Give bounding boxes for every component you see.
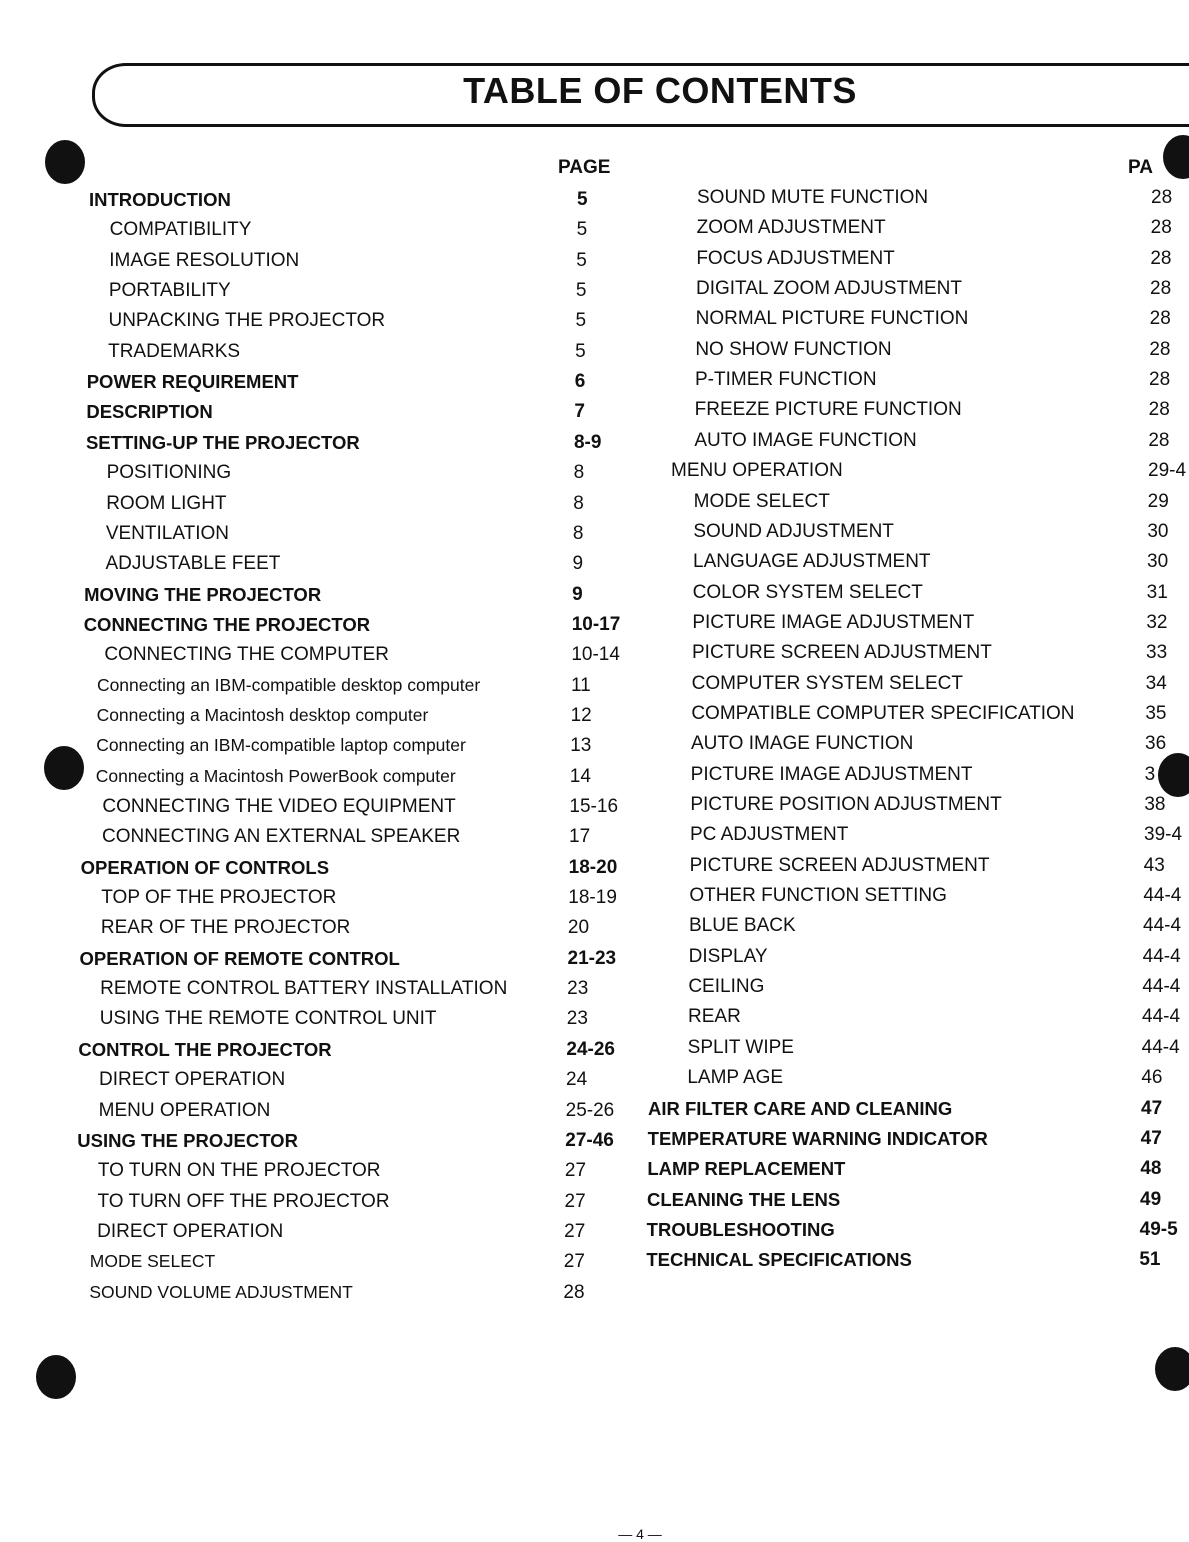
toc-entry-page: 20 [567, 917, 590, 939]
toc-entry-page: 8-9 [573, 431, 602, 453]
toc-entry-title: FOCUS ADJUSTMENT [696, 247, 895, 269]
toc-entry-page: 44-4 [1142, 945, 1181, 967]
toc-entry [0, 1037, 1189, 1067]
toc-entry-page: 7 [574, 401, 585, 423]
toc-entry-page: 21-23 [567, 947, 617, 969]
toc-entry-title: CONNECTING THE PROJECTOR [83, 613, 371, 635]
toc-entry-title: VENTILATION [105, 522, 229, 544]
toc-entry [0, 1067, 1189, 1097]
toc-entry-page: 5 [575, 340, 586, 362]
toc-entry-title: DESCRIPTION [86, 401, 213, 423]
toc-entry-page: 28 [1150, 278, 1172, 300]
toc-entry [0, 1282, 1189, 1312]
toc-entry-page: 47 [1141, 1097, 1163, 1119]
toc-entry-page: 28 [1148, 429, 1170, 451]
toc-entry [0, 915, 1189, 945]
toc-entry [0, 733, 1189, 763]
toc-entry-title: REAR [688, 1006, 741, 1028]
toc-entry-title: TEMPERATURE WARNING INDICATOR [647, 1127, 988, 1149]
toc-entry [0, 1128, 1189, 1158]
toc-entry-page: 31 [1146, 581, 1168, 603]
toc-entry-title: OTHER FUNCTION SETTING [689, 885, 947, 907]
toc-entry-title: NO SHOW FUNCTION [695, 338, 892, 360]
toc-entry [0, 885, 1189, 915]
toc-entry-page: 5 [576, 249, 587, 271]
right-page-header: PA [1128, 157, 1153, 178]
toc-entry-page: 8 [572, 522, 584, 544]
toc-entry-title: USING THE PROJECTOR [77, 1129, 298, 1151]
toc-entry-title: Connecting an IBM-compatible desktop computer [96, 674, 481, 695]
toc-entry-page: 8 [573, 462, 585, 484]
toc-entry-title: INTRODUCTION [89, 189, 231, 210]
toc-entry-title: PICTURE SCREEN ADJUSTMENT [692, 642, 992, 664]
toc-entry-title: COMPATIBLE COMPUTER SPECIFICATION [691, 702, 1075, 724]
toc-entry-title: SOUND MUTE FUNCTION [697, 187, 929, 208]
toc-entry-title: REAR OF THE PROJECTOR [100, 917, 351, 939]
toc-entry-page: 23 [567, 978, 589, 1000]
toc-entry-title: DISPLAY [688, 945, 768, 967]
toc-entry-title: PICTURE IMAGE ADJUSTMENT [692, 611, 975, 633]
punch-hole [45, 140, 85, 184]
toc-entry-page: 48 [1140, 1158, 1162, 1180]
toc-entry-title: REMOTE CONTROL BATTERY INSTALLATION [100, 978, 508, 1000]
toc-entry [0, 1006, 1189, 1036]
toc-entry-title: POWER REQUIREMENT [86, 371, 299, 393]
toc-entry-title: LAMP REPLACEMENT [647, 1158, 846, 1180]
toc-entry-title: LANGUAGE ADJUSTMENT [693, 551, 931, 573]
toc-entry [0, 976, 1189, 1006]
toc-entry-page: 9 [572, 583, 583, 605]
toc-entry-title: SOUND ADJUSTMENT [693, 520, 894, 542]
toc-entry-page: 27 [563, 1251, 585, 1273]
toc-entry-title: OPERATION OF REMOTE CONTROL [79, 947, 400, 969]
toc-entry [0, 521, 1189, 551]
toc-entry [0, 187, 1189, 217]
toc-entry-page: 29 [1147, 490, 1169, 512]
toc-entry-page: 30 [1147, 520, 1169, 542]
toc-entry-title: DIGITAL ZOOM ADJUSTMENT [696, 278, 963, 300]
toc-entry-page: 11 [570, 674, 591, 696]
toc-entry-page: 5 [575, 280, 587, 302]
toc-entry-page: 36 [1145, 733, 1167, 755]
toc-entry [0, 430, 1189, 460]
toc-entry-page: 3 [1144, 763, 1156, 785]
toc-entry-title: NORMAL PICTURE FUNCTION [695, 308, 969, 330]
toc-entry-title: UNPACKING THE PROJECTOR [108, 310, 386, 332]
toc-entry-title: PICTURE SCREEN ADJUSTMENT [689, 854, 990, 876]
toc-entry-title: MOVING THE PROJECTOR [84, 583, 322, 605]
toc-entry-page: 51 [1139, 1249, 1161, 1271]
toc-entry [0, 308, 1189, 338]
toc-entry-title: MODE SELECT [89, 1251, 216, 1272]
toc-entry-page: 24-26 [566, 1038, 615, 1060]
toc-entry-page: 5 [575, 310, 587, 332]
toc-entry-page: 35 [1145, 702, 1167, 724]
toc-entry-title: COLOR SYSTEM SELECT [692, 581, 923, 603]
toc-entry-title: AUTO IMAGE FUNCTION [694, 429, 917, 451]
toc-entry-page: 8 [573, 492, 584, 514]
toc-entry-title: PICTURE POSITION ADJUSTMENT [690, 794, 1002, 815]
toc-entry-title: CONNECTING THE VIDEO EQUIPMENT [102, 796, 456, 817]
toc-entry-page: 28 [1149, 369, 1171, 391]
toc-entry-title: AUTO IMAGE FUNCTION [691, 733, 914, 755]
toc-entry-page: 18-19 [568, 887, 617, 909]
toc-entry-title: CEILING [688, 976, 765, 998]
toc-entry-page: 28 [1150, 217, 1172, 239]
toc-entry [0, 1189, 1189, 1219]
toc-entry-title: SPLIT WIPE [687, 1036, 794, 1058]
punch-hole [1155, 1347, 1189, 1391]
toc-entry-title: P-TIMER FUNCTION [695, 369, 877, 391]
toc-entry-title: MENU OPERATION [98, 1099, 271, 1121]
toc-entry [0, 551, 1189, 581]
toc-entry-page: 28 [1151, 187, 1173, 208]
toc-entry-page: 15-16 [569, 796, 619, 817]
toc-entry-title: AIR FILTER CARE AND CLEANING [648, 1097, 953, 1119]
toc-entry-title: TROUBLESHOOTING [646, 1218, 835, 1240]
toc-entry-title: MENU OPERATION [671, 460, 843, 482]
toc-entry-page: 30 [1147, 551, 1169, 573]
toc-entry-page: 43 [1143, 854, 1165, 876]
toc-entry [0, 399, 1189, 429]
toc-entry [0, 217, 1189, 247]
toc-entry-page: 5 [576, 219, 588, 241]
toc-entry-page: 24 [566, 1069, 588, 1091]
toc-entry-page: 29-4 [1148, 460, 1187, 482]
toc-entry-title: ROOM LIGHT [106, 492, 227, 514]
toc-entry-page: 27 [564, 1220, 586, 1242]
toc-entry [0, 1219, 1189, 1249]
toc-entry-page: 27-46 [565, 1129, 614, 1151]
toc-entry-page: 14 [569, 765, 591, 787]
toc-entry-title: TO TURN OFF THE PROJECTOR [97, 1190, 390, 1212]
page-title: TABLE OF CONTENTS [463, 70, 857, 111]
toc-entry [0, 582, 1189, 612]
toc-entry-page: 10-17 [571, 613, 621, 635]
toc-entry [0, 339, 1189, 369]
toc-entry-page: 5 [577, 189, 588, 210]
toc-entry-title: CONTROL THE PROJECTOR [78, 1038, 332, 1060]
page-number: — 4 — [618, 1526, 662, 1542]
toc-entry [0, 946, 1189, 976]
toc-entry-page: 10-14 [571, 644, 620, 666]
toc-entry [0, 1249, 1189, 1279]
toc-entry-page: 47 [1140, 1127, 1162, 1149]
toc-entry-title: SOUND VOLUME ADJUSTMENT [89, 1281, 353, 1302]
toc-entry-title: PC ADJUSTMENT [690, 824, 849, 846]
toc-entry-title: ADJUSTABLE FEET [105, 553, 281, 575]
toc-entry-page: 27 [564, 1160, 587, 1182]
toc-entry-title: COMPUTER SYSTEM SELECT [691, 672, 963, 694]
toc-entry-page: 18-20 [568, 856, 618, 878]
toc-entry-page: 49-5 [1139, 1218, 1178, 1240]
toc-entry-title: CONNECTING THE COMPUTER [104, 644, 389, 666]
toc-entry-page: 28 [1149, 308, 1171, 330]
toc-entry [0, 703, 1189, 733]
toc-entry-title: BLUE BACK [689, 915, 796, 937]
toc-entry-title: PICTURE IMAGE ADJUSTMENT [690, 763, 973, 785]
toc-entry-page: 33 [1146, 642, 1168, 664]
toc-entry-page: 44-4 [1143, 915, 1182, 937]
left-page-header: PAGE [558, 157, 611, 178]
toc-entry [0, 855, 1189, 885]
punch-hole [1163, 135, 1189, 179]
toc-entry-title: CONNECTING AN EXTERNAL SPEAKER [102, 826, 461, 848]
toc-entry-page: 28 [1148, 399, 1170, 421]
toc-entry [0, 460, 1189, 490]
toc-entry-page: 34 [1145, 672, 1167, 694]
toc-entry-title: OPERATION OF CONTROLS [80, 856, 330, 878]
toc-entry-title: TECHNICAL SPECIFICATIONS [646, 1249, 912, 1271]
toc-entry [0, 794, 1189, 824]
toc-entry-title: PORTABILITY [108, 280, 231, 302]
toc-entry-title: CLEANING THE LENS [647, 1188, 841, 1210]
toc-entry-title: COMPATIBILITY [109, 219, 252, 241]
toc-entry-page: 6 [574, 371, 586, 393]
toc-entry-title: DIRECT OPERATION [97, 1220, 284, 1242]
toc-entry-title: USING THE REMOTE CONTROL UNIT [99, 1008, 437, 1030]
toc-entry-title: TOP OF THE PROJECTOR [101, 887, 337, 909]
toc-entry-page: 17 [569, 826, 591, 848]
toc-entry [0, 642, 1189, 672]
toc-entry-page: 12 [570, 704, 592, 726]
toc-entry-title: TRADEMARKS [108, 340, 241, 362]
toc-entry-title: MODE SELECT [693, 490, 830, 512]
toc-entry-page: 27 [564, 1190, 586, 1212]
toc-entry [0, 248, 1189, 278]
toc-entry-title: SETTING-UP THE PROJECTOR [85, 431, 360, 453]
toc-entry-page: 38 [1144, 794, 1166, 815]
toc-entry-page: 32 [1146, 611, 1168, 633]
toc-entry-page: 39-4 [1144, 824, 1183, 846]
toc-entry-page: 28 [1150, 247, 1172, 269]
toc-entry-title: Connecting a Macintosh desktop computer [96, 704, 429, 725]
toc-entry-title: ZOOM ADJUSTMENT [696, 217, 886, 239]
toc-entry [0, 612, 1189, 642]
toc-entry-title: Connecting a Macintosh PowerBook computer [95, 765, 456, 786]
toc-entry [0, 491, 1189, 521]
toc-entry-page: 23 [566, 1008, 588, 1030]
toc-entry [0, 369, 1189, 399]
toc-entry-page: 25-26 [565, 1099, 615, 1121]
toc-entry-title: TO TURN ON THE PROJECTOR [97, 1160, 381, 1182]
toc-entry-page: 49 [1140, 1188, 1162, 1210]
toc-entry [0, 764, 1189, 794]
toc-entry [0, 278, 1189, 308]
toc-entry-page: 44-4 [1141, 1036, 1180, 1058]
toc-entry [0, 673, 1189, 703]
toc-entry-page: 13 [570, 735, 592, 757]
toc-entry-title: DIRECT OPERATION [99, 1069, 286, 1091]
toc-entry-title: POSITIONING [106, 462, 232, 484]
punch-hole [36, 1355, 76, 1399]
toc-entry-page: 44-4 [1143, 885, 1182, 907]
toc-entry-title: IMAGE RESOLUTION [109, 249, 300, 271]
toc-entry-title: LAMP AGE [687, 1067, 784, 1089]
toc-entry-page: 28 [563, 1281, 585, 1303]
toc-entry [0, 1158, 1189, 1188]
toc-entry-page: 44-4 [1142, 976, 1181, 998]
toc-entry-title: FREEZE PICTURE FUNCTION [694, 399, 962, 421]
toc-entry-page: 9 [572, 553, 584, 575]
toc-entry-page: 44-4 [1142, 1006, 1181, 1028]
toc-entry [0, 1098, 1189, 1128]
toc-entry-title: Connecting an IBM-compatible laptop computer [96, 735, 466, 756]
toc-entry [0, 824, 1189, 854]
toc-entry-page: 46 [1141, 1067, 1163, 1089]
toc-entry-page: 28 [1149, 338, 1171, 360]
